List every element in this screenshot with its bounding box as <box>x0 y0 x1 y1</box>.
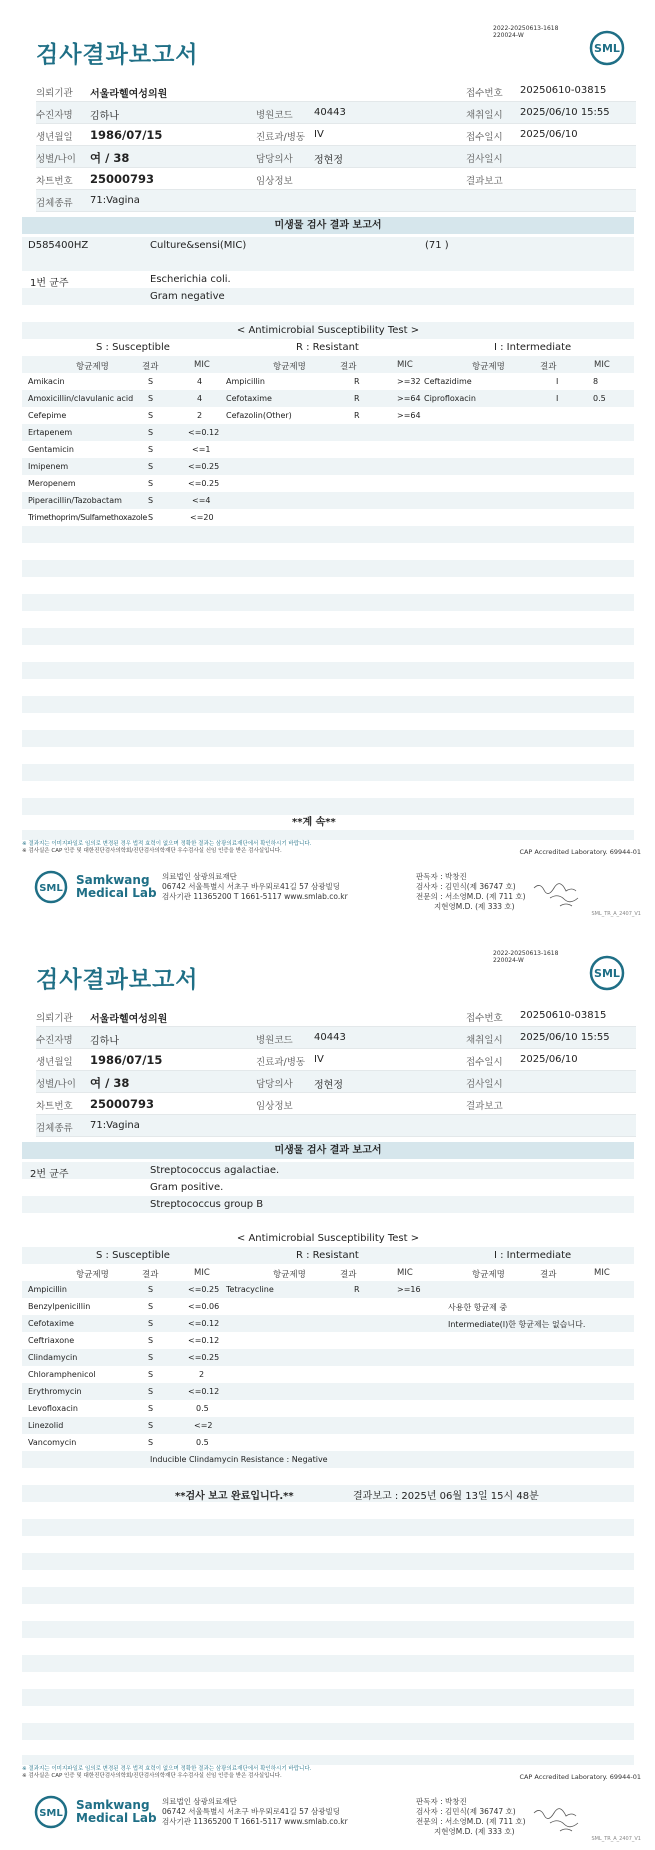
drug-name: Meropenem <box>28 479 76 488</box>
band <box>22 1723 634 1740</box>
sml-logo-icon <box>34 870 68 904</box>
clinical-info-label: 임상정보 <box>256 176 293 187</box>
drug-result: S <box>148 1336 154 1345</box>
band <box>22 830 634 840</box>
drug-result: R <box>354 377 360 386</box>
band <box>22 1553 634 1570</box>
col-result-header: 결과 <box>340 1270 357 1280</box>
band <box>22 1655 634 1672</box>
report-page-2 <box>0 925 655 1850</box>
dept-value: IV <box>314 1054 324 1065</box>
svg-text:SML: SML <box>39 883 63 894</box>
drug-mic: <=0.25 <box>188 1353 220 1362</box>
patient-info-table <box>36 1005 636 1137</box>
drug-mic: 0.5 <box>196 1438 209 1447</box>
drug-result: S <box>148 411 154 420</box>
sml-logo-icon <box>589 955 625 991</box>
drug-result: I <box>556 394 559 403</box>
test-name: Culture&sensi(MIC) <box>150 240 247 251</box>
ast-title: < Antimicrobial Susceptibility Test > <box>236 325 420 336</box>
band <box>22 1451 634 1468</box>
dept-label: 진료과/병동 <box>256 1057 306 1068</box>
intermediate-note: 사용한 항균제 중 <box>448 1303 508 1312</box>
col-mic-header: MIC <box>594 360 610 370</box>
drug-result: S <box>148 1387 154 1396</box>
drug-result: S <box>148 394 154 403</box>
specimen-label: 검체종류 <box>36 1123 73 1134</box>
band <box>22 1755 634 1765</box>
drug-name: Ertapenem <box>28 428 73 437</box>
band <box>22 764 634 781</box>
organism-label: 2번 균주 <box>30 1169 69 1180</box>
col-result-header: 결과 <box>142 1270 159 1280</box>
section-title: 미생물 검사 결과 보고서 <box>22 217 634 234</box>
drug-mic: <=20 <box>190 513 214 522</box>
col-drug-header: 항균제명 <box>472 1270 505 1280</box>
drug-mic: 0.5 <box>593 394 606 403</box>
brand-name: Samkwang Medical Lab <box>76 1798 157 1825</box>
cap-accreditation: CAP Accredited Laboratory. 69944-01 <box>519 848 641 856</box>
drug-result: S <box>148 496 154 505</box>
drug-mic: <=0.12 <box>188 1319 220 1328</box>
drug-mic: <=0.12 <box>188 1336 220 1345</box>
chart-no-value: 25000793 <box>90 1097 155 1111</box>
band <box>22 730 634 747</box>
col-drug-header: 항균제명 <box>472 362 505 372</box>
drug-name: Cefepime <box>28 411 67 420</box>
band <box>22 1281 634 1298</box>
form-id: SML_TR_A_2407_V1 <box>591 1836 641 1842</box>
band <box>22 458 634 475</box>
drug-name: Ampicillin <box>28 1285 67 1294</box>
sex-age-label: 성별/나이 <box>36 154 76 165</box>
icr-result: Inducible Clindamycin Resistance : Negative <box>150 1455 328 1464</box>
drug-mic: 4 <box>197 394 203 403</box>
drug-name: Benzylpenicillin <box>28 1302 91 1311</box>
drug-name: Cefotaxime <box>28 1319 74 1328</box>
drug-mic: >=64 <box>397 394 421 403</box>
test-code: D585400HZ <box>28 240 89 251</box>
drug-name: Cefotaxime <box>226 394 272 403</box>
band <box>22 1383 634 1400</box>
patient-name-label: 수진자명 <box>36 1035 73 1046</box>
lab-address: 의료법인 삼광의료재단 06742 서울특별시 서초구 바우뫼로41길 57 삼광빌딩 검사기관 11365200 T 1661-5117 www.smlab.co.kr <box>162 872 348 901</box>
institution-label: 의뢰기관 <box>36 88 73 99</box>
drug-result: S <box>148 1370 154 1379</box>
drug-result: S <box>148 1285 154 1294</box>
drug-result: R <box>354 394 360 403</box>
band <box>22 1162 634 1179</box>
chart-no-label: 차트번호 <box>36 1101 73 1112</box>
band <box>22 1621 634 1638</box>
drug-name: Ampicillin <box>226 377 265 386</box>
doctor-label: 담당의사 <box>256 1079 293 1090</box>
col-mic-header: MIC <box>194 360 210 370</box>
form-id: SML_TR_A_2407_V1 <box>591 911 641 917</box>
drug-mic: <=0.12 <box>188 428 220 437</box>
drug-result: S <box>148 462 154 471</box>
receipt-date-value: 2025/06/10 <box>520 1054 578 1065</box>
drug-result: S <box>148 1404 154 1413</box>
ast-title: < Antimicrobial Susceptibility Test > <box>236 1233 420 1244</box>
clinical-info-label: 임상정보 <box>256 1101 293 1112</box>
band <box>22 424 634 441</box>
lab-address: 의료법인 삼광의료재단 06742 서울특별시 서초구 바우뫼로41길 57 삼광빌딩 검사기관 11365200 T 1661-5117 www.smlab.co.kr <box>162 1797 348 1826</box>
col-mic-header: MIC <box>397 360 413 370</box>
drug-mic: 2 <box>197 411 203 420</box>
document-id: 2022-20250613-1618 220024-W <box>493 950 559 964</box>
drug-mic: <=0.25 <box>188 462 220 471</box>
drug-result: S <box>148 479 154 488</box>
drug-mic: >=32 <box>397 377 421 386</box>
drug-name: Amikacin <box>28 377 65 386</box>
drug-result: S <box>148 1319 154 1328</box>
organism-name: Streptococcus agalactiae. <box>150 1165 280 1176</box>
dob-value: 1986/07/15 <box>90 128 163 142</box>
institution-label: 의뢰기관 <box>36 1013 73 1024</box>
band <box>22 1519 634 1536</box>
cap-accreditation: CAP Accredited Laboratory. 69944-01 <box>519 1773 641 1781</box>
receipt-no-value: 20250610-03815 <box>520 1010 607 1021</box>
drug-name: Gentamicin <box>28 445 74 454</box>
band <box>22 560 634 577</box>
intermediate-note: Intermediate(I)한 항균제는 없습니다. <box>448 1320 586 1329</box>
footer-note-2: ※ 검사실은 CAP 인증 및 대한진단검사의학회/진단검사의학재단 우수검사실 신임 인증을 받은 검사실입니다. <box>22 848 282 854</box>
drug-mic: <=2 <box>194 1421 213 1430</box>
intermediate-legend: I : Intermediate <box>494 1250 572 1261</box>
drug-name: Cefazolin(Other) <box>226 411 292 420</box>
col-mic-header: MIC <box>594 1268 610 1278</box>
svg-text:SML: SML <box>594 967 620 980</box>
drug-mic: 8 <box>593 377 599 386</box>
col-mic-header: MIC <box>397 1268 413 1278</box>
collect-time-value: 2025/06/10 15:55 <box>520 107 610 118</box>
col-drug-header: 항균제명 <box>273 1270 306 1280</box>
band <box>22 1349 634 1366</box>
susceptible-legend: S : Susceptible <box>96 342 170 353</box>
brand-name: Samkwang Medical Lab <box>76 873 157 900</box>
patient-name-value: 김하나 <box>90 111 119 122</box>
col-result-header: 결과 <box>540 1270 557 1280</box>
hospital-code-value: 40443 <box>314 107 346 118</box>
gram-stain: Gram positive. <box>150 1182 224 1193</box>
drug-name: Amoxicillin/clavulanic acid <box>28 394 134 403</box>
band <box>22 1417 634 1434</box>
drug-result: R <box>354 1285 360 1294</box>
band <box>22 254 634 271</box>
sex-age-value: 여 / 38 <box>90 151 130 165</box>
footer-note-1: ※ 결과지는 이미지파일로 임의로 변경된 경우 법적 효력이 없으며 정확한 결과는 삼광의료재단에서 확인하시기 바랍니다. <box>22 841 312 847</box>
continued-label: **계 속** <box>292 817 336 828</box>
report-label: 결과보고 <box>466 176 503 187</box>
drug-result: R <box>354 411 360 420</box>
patient-name-label: 수진자명 <box>36 110 73 121</box>
dob-value: 1986/07/15 <box>90 1053 163 1067</box>
signature-image <box>530 1805 590 1835</box>
hospital-code-value: 40443 <box>314 1032 346 1043</box>
dept-value: IV <box>314 129 324 140</box>
band <box>22 1196 634 1213</box>
organism-label: 1번 균주 <box>30 278 69 289</box>
drug-name: Piperacillin/Tazobactam <box>28 496 122 505</box>
drug-mic: 0.5 <box>196 1404 209 1413</box>
drug-result: I <box>556 377 559 386</box>
gram-stain: Gram negative <box>150 291 225 302</box>
drug-result: S <box>148 1302 154 1311</box>
receipt-date-label: 접수일시 <box>466 132 503 143</box>
resistant-legend: R : Resistant <box>296 342 359 353</box>
drug-mic: >=16 <box>397 1285 421 1294</box>
col-mic-header: MIC <box>194 1268 210 1278</box>
susceptible-legend: S : Susceptible <box>96 1250 170 1261</box>
band <box>22 1689 634 1706</box>
report-complete: **검사 보고 완료입니다.** <box>175 1491 294 1502</box>
dept-label: 진료과/병동 <box>256 132 306 143</box>
band <box>22 662 634 679</box>
drug-result: S <box>148 445 154 454</box>
band <box>22 237 634 254</box>
doctor-label: 담당의사 <box>256 154 293 165</box>
drug-mic: <=0.12 <box>188 1387 220 1396</box>
staff-list: 판독자 : 박창진 검사자 : 김민식(제 36747 호) 전문의 : 서소영M.D. (제 711 호) 지현영M.D. (제 333 호) <box>416 872 526 911</box>
collect-time-label: 채취일시 <box>466 1035 503 1046</box>
organism-group: Streptococcus group B <box>150 1199 264 1210</box>
drug-name: Vancomycin <box>28 1438 77 1447</box>
drug-name: Ceftriaxone <box>28 1336 75 1345</box>
drug-mic: 4 <box>197 377 203 386</box>
specimen-label: 검체종류 <box>36 198 73 209</box>
exam-date-label: 검사일시 <box>466 154 503 165</box>
band <box>22 628 634 645</box>
hospital-code-label: 병원코드 <box>256 110 293 121</box>
band <box>22 1587 634 1604</box>
doctor-value: 정현정 <box>314 155 343 166</box>
patient-info-table <box>36 80 636 212</box>
band <box>22 526 634 543</box>
drug-name: Tetracycline <box>226 1285 274 1294</box>
drug-name: Imipenem <box>28 462 69 471</box>
col-drug-header: 항균제명 <box>273 362 306 372</box>
intermediate-legend: I : Intermediate <box>494 342 572 353</box>
col-drug-header: 항균제명 <box>76 1270 109 1280</box>
band <box>22 288 634 305</box>
test-number: (71 ) <box>425 240 449 251</box>
chart-no-value: 25000793 <box>90 172 155 186</box>
drug-name: Levofloxacin <box>28 1404 78 1413</box>
sml-logo-icon <box>34 1795 68 1829</box>
col-result-header: 결과 <box>142 362 159 372</box>
collect-time-label: 채취일시 <box>466 110 503 121</box>
footer-note-2: ※ 검사실은 CAP 인증 및 대한진단검사의학회/진단검사의학재단 우수검사실 신임 인증을 받은 검사실입니다. <box>22 1773 282 1779</box>
resistant-legend: R : Resistant <box>296 1250 359 1261</box>
receipt-no-value: 20250610-03815 <box>520 85 607 96</box>
staff-list: 판독자 : 박창진 검사자 : 김민식(제 36747 호) 전문의 : 서소영M.D. (제 711 호) 지현영M.D. (제 333 호) <box>416 1797 526 1836</box>
exam-date-label: 검사일시 <box>466 1079 503 1090</box>
drug-name: Ceftazidime <box>424 377 472 386</box>
col-result-header: 결과 <box>540 362 557 372</box>
specimen-value: 71:Vagina <box>90 1120 140 1131</box>
chart-no-label: 차트번호 <box>36 176 73 187</box>
dob-label: 생년월일 <box>36 132 73 143</box>
drug-name: Linezolid <box>28 1421 64 1430</box>
drug-name: Chloramphenicol <box>28 1370 96 1379</box>
organism-name: Escherichia coli. <box>150 274 231 285</box>
drug-name: Clindamycin <box>28 1353 78 1362</box>
drug-mic: >=64 <box>397 411 421 420</box>
signature-image <box>530 880 590 910</box>
drug-name: Ciprofloxacin <box>424 394 476 403</box>
receipt-no-label: 접수번호 <box>466 88 503 99</box>
report-title: 검사결과보고서 <box>36 42 199 68</box>
doctor-value: 정현정 <box>314 1080 343 1091</box>
drug-result: S <box>148 377 154 386</box>
drug-result: S <box>148 513 154 522</box>
sex-age-label: 성별/나이 <box>36 1079 76 1090</box>
collect-time-value: 2025/06/10 15:55 <box>520 1032 610 1043</box>
drug-result: S <box>148 428 154 437</box>
hospital-code-label: 병원코드 <box>256 1035 293 1046</box>
band <box>22 696 634 713</box>
drug-mic: <=0.25 <box>188 1285 220 1294</box>
band <box>22 594 634 611</box>
receipt-no-label: 접수번호 <box>466 1013 503 1024</box>
svg-text:SML: SML <box>39 1808 63 1819</box>
sex-age-value: 여 / 38 <box>90 1076 130 1090</box>
institution-value: 서울라헬여성의원 <box>90 89 168 100</box>
col-drug-header: 항균제명 <box>76 362 109 372</box>
drug-mic: 2 <box>199 1370 205 1379</box>
drug-mic: <=0.25 <box>188 479 220 488</box>
patient-name-value: 김하나 <box>90 1036 119 1047</box>
dob-label: 생년월일 <box>36 1057 73 1068</box>
receipt-date-label: 접수일시 <box>466 1057 503 1068</box>
institution-value: 서울라헬여성의원 <box>90 1014 168 1025</box>
receipt-date-value: 2025/06/10 <box>520 129 578 140</box>
drug-name: Trimethoprim/Sulfamethoxazole <box>28 513 147 522</box>
drug-mic: <=4 <box>192 496 211 505</box>
drug-mic: <=0.06 <box>188 1302 220 1311</box>
report-label: 결과보고 <box>466 1101 503 1112</box>
drug-result: S <box>148 1353 154 1362</box>
report-title: 검사결과보고서 <box>36 967 199 993</box>
col-result-header: 결과 <box>340 362 357 372</box>
svg-text:SML: SML <box>594 42 620 55</box>
document-id: 2022-20250613-1618 220024-W <box>493 25 559 39</box>
report-time: 결과보고 : 2025년 06월 13일 15시 48분 <box>353 1491 539 1502</box>
drug-mic: <=1 <box>192 445 211 454</box>
drug-result: S <box>148 1438 154 1447</box>
drug-name: Erythromycin <box>28 1387 82 1396</box>
specimen-value: 71:Vagina <box>90 195 140 206</box>
footer-note-1: ※ 결과지는 이미지파일로 임의로 변경된 경우 법적 효력이 없으며 정확한 결과는 삼광의료재단에서 확인하시기 바랍니다. <box>22 1766 312 1772</box>
band <box>22 1485 634 1502</box>
drug-result: S <box>148 1421 154 1430</box>
sml-logo-icon <box>589 30 625 66</box>
section-title: 미생물 검사 결과 보고서 <box>22 1142 634 1159</box>
